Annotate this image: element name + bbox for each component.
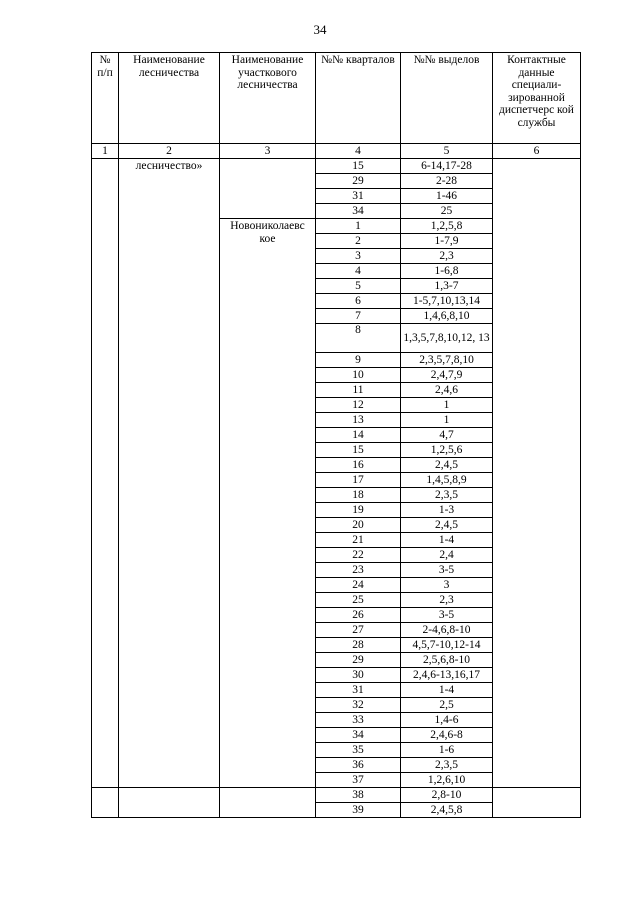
header-plots: №№ выделов [401, 53, 493, 144]
plot-numbers-cell: 2,4,6-8 [401, 728, 493, 743]
quarter-number-cell: 31 [316, 683, 401, 698]
plot-numbers-cell: 1-46 [401, 189, 493, 204]
quarter-number-cell: 8 [316, 324, 401, 353]
dispatch-contacts-cell [493, 159, 581, 788]
plot-numbers-cell: 1,2,6,10 [401, 773, 493, 788]
plot-numbers-cell: 1-4 [401, 683, 493, 698]
column-number: 1 [92, 144, 119, 159]
header-number: № п/п [92, 53, 119, 144]
district-forestry-cell [220, 159, 316, 219]
forestry-name-cell: лесничество» [119, 159, 220, 788]
plot-numbers-cell: 2,4,6 [401, 383, 493, 398]
column-number: 4 [316, 144, 401, 159]
header-dispatch-contacts: Контактные данные специали- зированной диспетчерс кой службы [493, 53, 581, 144]
quarter-number-cell: 25 [316, 593, 401, 608]
header-quarters: №№ кварталов [316, 53, 401, 144]
forestry-table [91, 52, 581, 818]
plot-numbers-cell: 1,3-7 [401, 279, 493, 294]
quarter-number-cell: 15 [316, 159, 401, 174]
plot-numbers-cell: 1-5,7,10,13,14 [401, 294, 493, 309]
quarter-number-cell: 21 [316, 533, 401, 548]
quarter-number-cell: 2 [316, 234, 401, 249]
header-forestry-name: Наименование лесничества [119, 53, 220, 144]
plot-numbers-cell: 3 [401, 578, 493, 593]
table-row [92, 788, 581, 803]
quarter-number-cell: 26 [316, 608, 401, 623]
row-number-cell [92, 159, 119, 788]
quarter-number-cell: 35 [316, 743, 401, 758]
plot-numbers-cell: 6-14,17-28 [401, 159, 493, 174]
plot-numbers-cell: 2,3,5 [401, 488, 493, 503]
plot-numbers-cell: 2,5 [401, 698, 493, 713]
quarter-number-cell: 29 [316, 174, 401, 189]
quarter-number-cell: 30 [316, 668, 401, 683]
plot-numbers-cell: 3-5 [401, 563, 493, 578]
plot-numbers-cell: 2,4,5 [401, 458, 493, 473]
quarter-number-cell: 34 [316, 728, 401, 743]
quarter-number-cell: 20 [316, 518, 401, 533]
quarter-number-cell: 15 [316, 443, 401, 458]
plot-numbers-cell: 2,3 [401, 593, 493, 608]
quarter-number-cell: 11 [316, 383, 401, 398]
plot-numbers-cell: 1-3 [401, 503, 493, 518]
plot-numbers-cell: 2-4,6,8-10 [401, 623, 493, 638]
plot-numbers-cell: 2,5,6,8-10 [401, 653, 493, 668]
quarter-number-cell: 23 [316, 563, 401, 578]
plot-numbers-cell: 1,3,5,7,8,10,12, 13 [401, 324, 493, 353]
plot-numbers-cell: 2,4,5 [401, 518, 493, 533]
quarter-number-cell: 27 [316, 623, 401, 638]
quarter-number-cell: 34 [316, 204, 401, 219]
plot-numbers-cell: 2,3 [401, 249, 493, 264]
quarter-number-cell: 13 [316, 413, 401, 428]
plot-numbers-cell: 1,2,5,8 [401, 219, 493, 234]
quarter-number-cell: 1 [316, 219, 401, 234]
plot-numbers-cell: 1-6,8 [401, 264, 493, 279]
quarter-number-cell: 31 [316, 189, 401, 204]
table-row [92, 159, 581, 174]
plot-numbers-cell: 1-4 [401, 533, 493, 548]
plot-numbers-cell: 4,5,7-10,12-14 [401, 638, 493, 653]
plot-numbers-cell: 2,4,5,8 [401, 803, 493, 818]
quarter-number-cell: 29 [316, 653, 401, 668]
plot-numbers-cell: 1 [401, 398, 493, 413]
quarter-number-cell: 32 [316, 698, 401, 713]
plot-numbers-cell: 1,4-6 [401, 713, 493, 728]
plot-numbers-cell: 1-7,9 [401, 234, 493, 249]
table-body [92, 159, 581, 818]
quarter-number-cell: 4 [316, 264, 401, 279]
plot-numbers-cell: 3-5 [401, 608, 493, 623]
quarter-number-cell: 17 [316, 473, 401, 488]
plot-numbers-cell: 2,3,5 [401, 758, 493, 773]
quarter-number-cell: 16 [316, 458, 401, 473]
page-number: 34 [313, 22, 327, 37]
quarter-number-cell: 14 [316, 428, 401, 443]
quarter-number-cell: 12 [316, 398, 401, 413]
column-number: 3 [220, 144, 316, 159]
plot-numbers-cell: 1,4,6,8,10 [401, 309, 493, 324]
column-number: 2 [119, 144, 220, 159]
header-district-forestry-name: Наименование участкового лесничества [220, 53, 316, 144]
quarter-number-cell: 38 [316, 788, 401, 803]
plot-numbers-cell: 2,4,6-13,16,17 [401, 668, 493, 683]
forestry-name-cell [119, 788, 220, 818]
quarter-number-cell: 7 [316, 309, 401, 324]
quarter-number-cell: 9 [316, 353, 401, 368]
plot-numbers-cell: 1-6 [401, 743, 493, 758]
plot-numbers-cell: 2,4,7,9 [401, 368, 493, 383]
column-number: 5 [401, 144, 493, 159]
column-number-row [92, 144, 581, 159]
column-number: 6 [493, 144, 581, 159]
quarter-number-cell: 10 [316, 368, 401, 383]
quarter-number-cell: 19 [316, 503, 401, 518]
plot-numbers-cell: 25 [401, 204, 493, 219]
quarter-number-cell: 37 [316, 773, 401, 788]
plot-numbers-cell: 2-28 [401, 174, 493, 189]
quarter-number-cell: 22 [316, 548, 401, 563]
dispatch-contacts-cell [493, 788, 581, 818]
quarter-number-cell: 5 [316, 279, 401, 294]
plot-numbers-cell: 2,8-10 [401, 788, 493, 803]
quarter-number-cell: 18 [316, 488, 401, 503]
header-row [92, 53, 581, 144]
quarter-number-cell: 24 [316, 578, 401, 593]
district-forestry-cell [220, 788, 316, 818]
plot-numbers-cell: 2,4 [401, 548, 493, 563]
plot-numbers-cell: 1,2,5,6 [401, 443, 493, 458]
row-number-cell [92, 788, 119, 818]
plot-numbers-cell: 4,7 [401, 428, 493, 443]
quarter-number-cell: 6 [316, 294, 401, 309]
quarter-number-cell: 39 [316, 803, 401, 818]
quarter-number-cell: 33 [316, 713, 401, 728]
quarter-number-cell: 28 [316, 638, 401, 653]
plot-numbers-cell: 2,3,5,7,8,10 [401, 353, 493, 368]
plot-numbers-cell: 1,4,5,8,9 [401, 473, 493, 488]
plot-numbers-cell: 1 [401, 413, 493, 428]
quarter-number-cell: 3 [316, 249, 401, 264]
district-forestry-name-cell: Новониколаевс кое [220, 219, 316, 788]
quarter-number-cell: 36 [316, 758, 401, 773]
